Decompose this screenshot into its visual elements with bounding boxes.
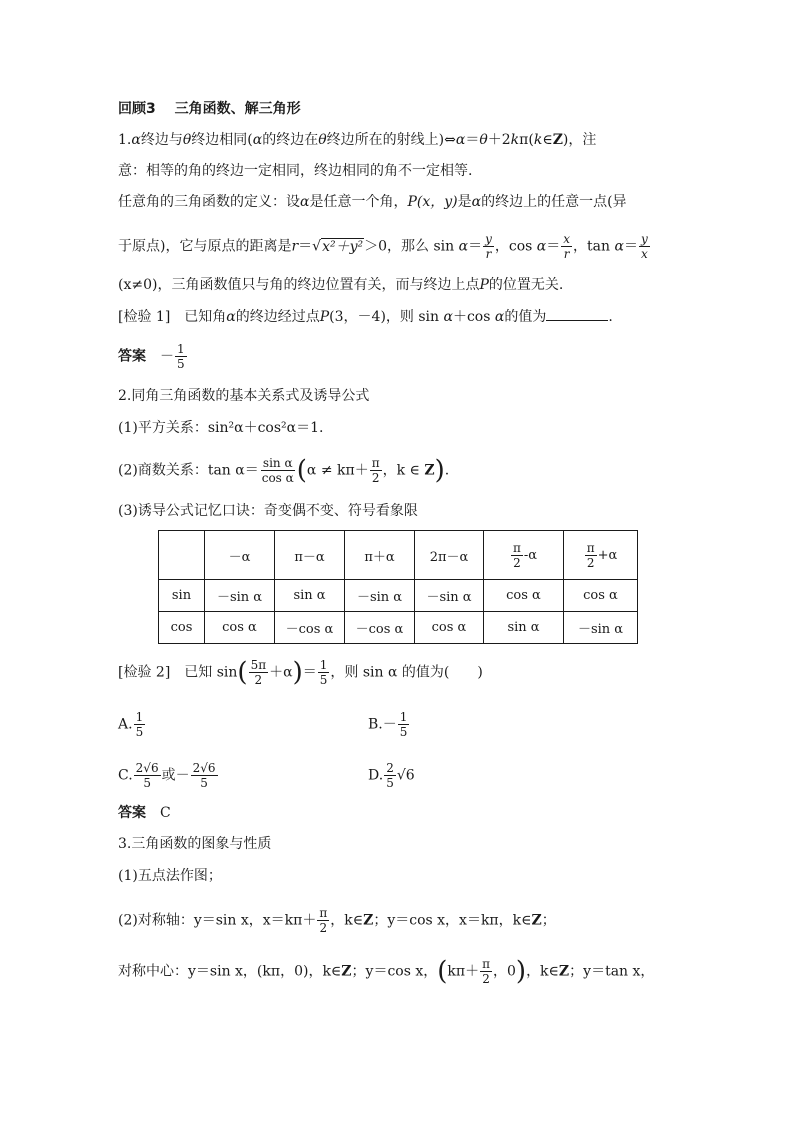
section-3-title: 3.三角函数的图象与性质 (118, 836, 272, 852)
answer-2: 答案 C (118, 805, 171, 821)
option-d[interactable]: D. $\frac{2}{5}$ √6 (368, 761, 415, 790)
section-header (118, 99, 301, 119)
square-relation: (1)平方关系：sin²α＋cos²α＝1. (118, 420, 324, 436)
five-point-method: (1)五点法作图； (118, 868, 222, 884)
para-position: (x≠0)，三角函数值只与角的终边位置有关，而与终边上点P的位置无关. (118, 277, 564, 293)
table-header-row: －α π－α π＋α 2π－α $\frac{\pi}{2}$ -α $\frac{\pi}{2}$ +α (159, 531, 638, 580)
symmetry-center: 对称中心：y＝sin x，(kπ，0)，k∈Z；y＝cos x，(kπ＋ $\frac{\pi}{2}$ ，0)，k∈Z；y＝tan x， (118, 956, 655, 987)
check-2: [检验 2] 已知 sin( $\frac{5\pi}{2}$ ＋α)＝ $\frac{1}{5}$ ，则 sin α 的值为( ) (118, 657, 483, 688)
section-2-title: 2.同角三角函数的基本关系式及诱导公式 (118, 388, 370, 404)
induction-table (158, 530, 638, 644)
option-a[interactable]: A. $\frac{1}{5}$ (118, 710, 144, 739)
answer-1: 答案 － $\frac{1}{5}$ (118, 342, 185, 371)
option-c[interactable]: C. $\frac{2√6}{5}$ 或－ $\frac{2√6}{5}$ (118, 761, 216, 790)
section-title: 三角函数、解三角形 (174, 101, 301, 117)
check-1: [检验 1] 已知角α的终边经过点P(3，－4)，则 sin α＋cos α的值为 . (118, 306, 613, 327)
para-terminal-side: 1.α终边与θ终边相同(α的终边在θ终边所在的射线上)⇔α＝θ＋2kπ(k∈Z)，注 (118, 132, 597, 148)
section-badge: 回顾3 (118, 101, 156, 117)
table-row: cos cos α －cos α －cos α cos α sin α －sin α (159, 612, 638, 644)
induction-mnemonic: (3)诱导公式记忆口诀：奇变偶不变、符号看象限 (118, 503, 418, 519)
para-definition: 任意角的三角函数的定义：设α是任意一个角，P(x，y)是α的终边上的任意一点(异 (118, 194, 627, 210)
quotient-relation: (2)商数关系：tan α＝ $\frac{\text{sin α}}{\text{cos α}}$ (α ≠ kπ＋ $\frac{\pi}{2}$ ，k ∈ Z). (118, 455, 450, 486)
sqrt-expression: x²＋y² (322, 238, 364, 255)
para-distance: 于原点)，它与原点的距离是r＝√x²＋y²＞0，那么 sin α＝ $\frac{y}{r}$ ，cos α＝ $\frac{x}{r}$ ，tan α＝ $\frac{y}{x}$ (118, 232, 648, 261)
option-b[interactable]: B.－ $\frac{1}{5}$ (368, 710, 408, 739)
para-note: 意：相等的角的终边一定相同，终边相同的角不一定相等. (118, 163, 473, 179)
answer-blank[interactable] (546, 306, 608, 321)
table-row: sin －sin α sin α －sin α －sin α cos α cos α (159, 580, 638, 612)
symmetry-axis: (2)对称轴：y＝sin x，x＝kπ＋ $\frac{\pi}{2}$ ，k∈Z；y＝cos x，x＝kπ，k∈Z； (118, 906, 556, 935)
